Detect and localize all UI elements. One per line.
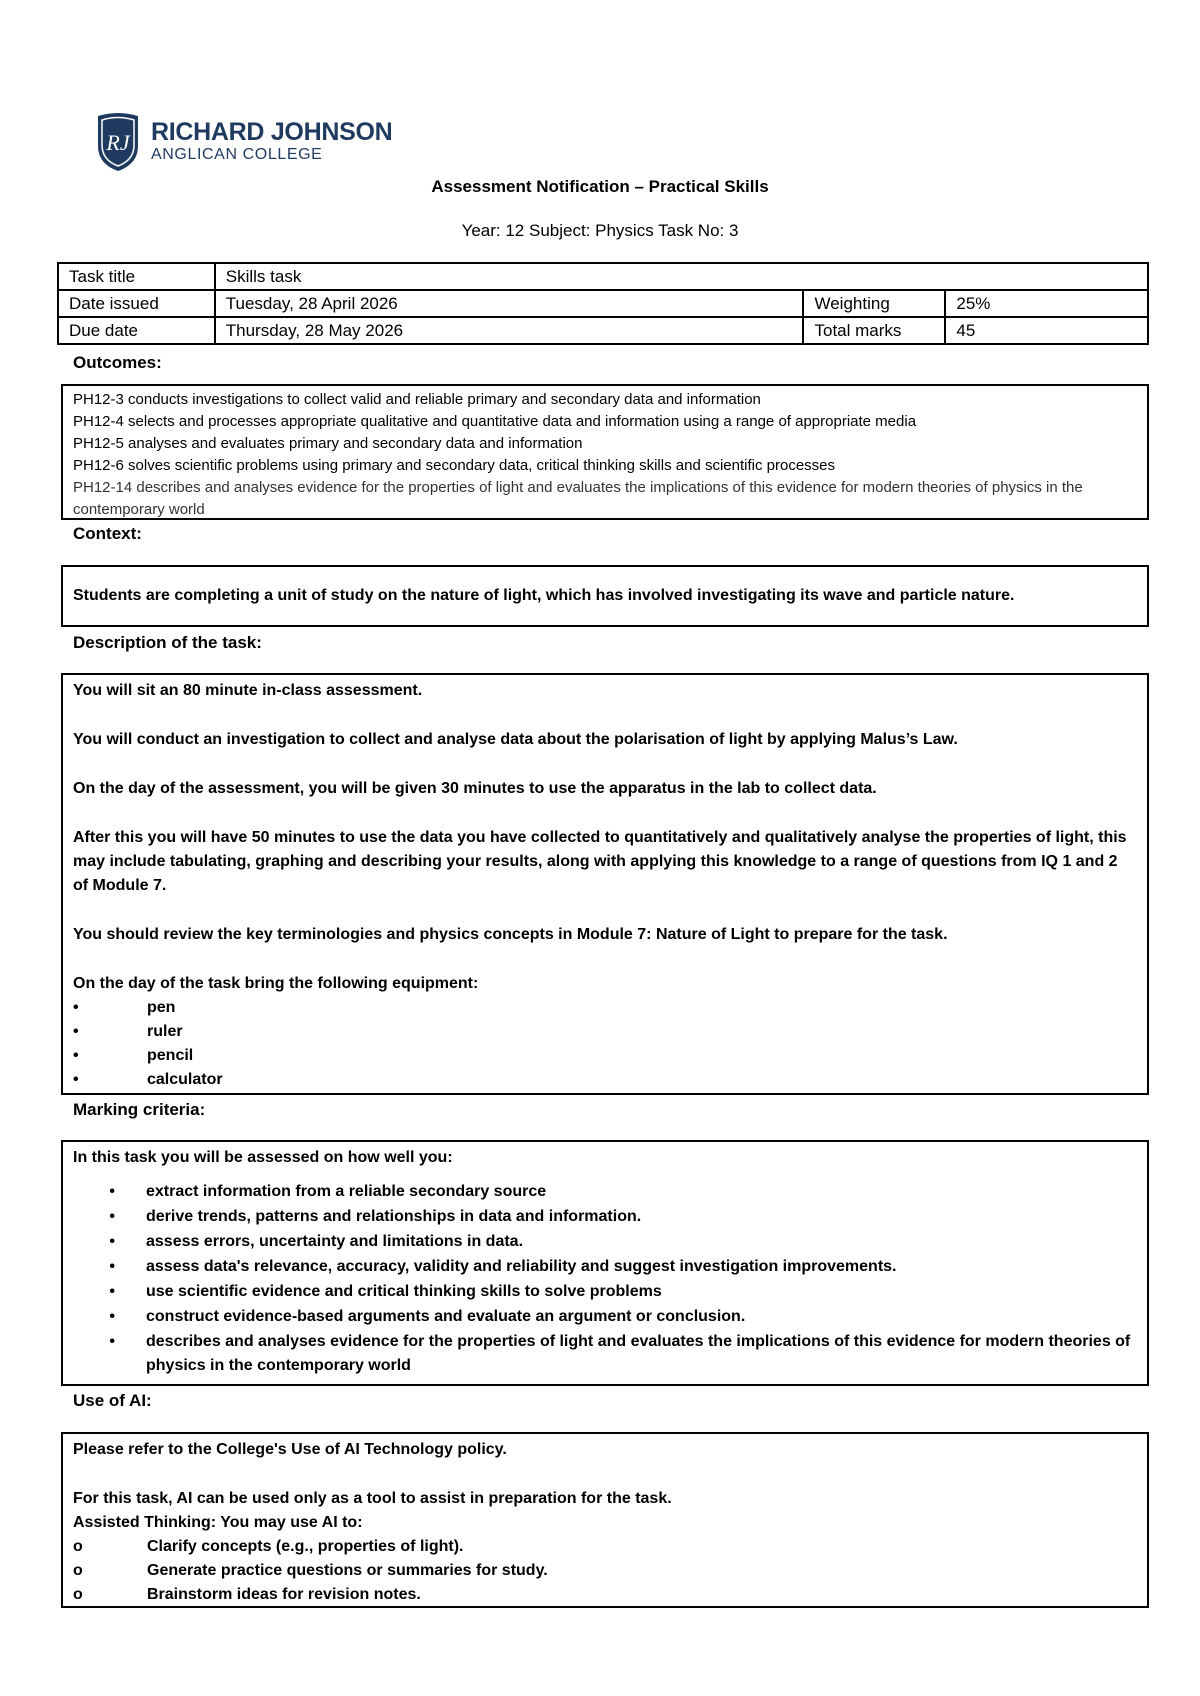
college-logo xyxy=(95,108,392,174)
date-issued-label: Date issued xyxy=(58,290,215,317)
bullet-icon: • xyxy=(73,1023,79,1040)
equipment-list xyxy=(73,996,1137,1092)
description-paragraph: On the day of the assessment, you will be given 30 minutes to use the apparatus in the lab to collect data. xyxy=(73,780,877,797)
bullet-icon: • xyxy=(109,1258,115,1275)
bullet-icon: o xyxy=(73,1538,83,1555)
list-item: • assess errors, uncertainty and limitations in data. xyxy=(73,1230,1137,1254)
outcome-item: PH12-5 analyses and evaluates primary and secondary data and information xyxy=(73,435,583,452)
bullet-icon: • xyxy=(73,999,79,1016)
description-heading: Description of the task: xyxy=(73,633,262,652)
bullet-icon: • xyxy=(109,1333,115,1350)
list-item: • construct evidence-based arguments and evaluate an argument or conclusion. xyxy=(73,1305,1137,1329)
context-text: Students are completing a unit of study on the nature of light, which has involved investigating its wave and particle nature. xyxy=(73,587,1015,604)
context-heading: Context: xyxy=(73,524,142,543)
list-item: • extract information from a reliable secondary source xyxy=(73,1180,1137,1204)
outcome-item: PH12-3 conducts investigations to collect valid and reliable primary and secondary data and information xyxy=(73,391,761,408)
marking-box xyxy=(61,1140,1149,1386)
description-paragraph: After this you will have 50 minutes to use the data you have collected to quantitatively and qualitatively analyse the properties of light, this may include tabulating, graphing and describing your results, along with applying this knowledge to a range of questions from IQ 1 and 2 of Module 7. xyxy=(73,829,1127,894)
task-title-value: Skills task xyxy=(215,263,1148,290)
bullet-icon: • xyxy=(109,1283,115,1300)
bullet-icon: • xyxy=(109,1208,115,1225)
task-info-table xyxy=(57,262,1149,345)
ai-list xyxy=(73,1535,1137,1607)
bullet-icon: • xyxy=(109,1308,115,1325)
bullet-icon: o xyxy=(73,1586,83,1603)
date-issued-value: Tuesday, 28 April 2026 xyxy=(215,290,804,317)
college-crest-icon xyxy=(95,110,141,172)
due-date-value: Thursday, 28 May 2026 xyxy=(215,317,804,344)
svg-text:RJ: RJ xyxy=(106,130,130,155)
outcomes-box xyxy=(61,384,1149,520)
outcome-item: PH12-14 describes and analyses evidence for the properties of light and evaluates the implications of this evidence for modern theories of physics in the contemporary world xyxy=(73,479,1083,518)
description-paragraph: You will conduct an investigation to collect and analyse data about the polarisation of light by applying Malus’s Law. xyxy=(73,731,958,748)
list-item: • ruler xyxy=(73,1020,1137,1044)
description-paragraph: You should review the key terminologies and physics concepts in Module 7: Nature of Light to prepare for the task. xyxy=(73,926,948,943)
outcomes-heading: Outcomes: xyxy=(73,353,162,372)
due-date-label: Due date xyxy=(58,317,215,344)
outcome-item: PH12-6 solves scientific problems using primary and secondary data, critical thinking skills and scientific processes xyxy=(73,457,835,474)
ai-usage-text: For this task, AI can be used only as a tool to assist in preparation for the task. xyxy=(73,1490,672,1507)
total-marks-label: Total marks xyxy=(803,317,945,344)
ai-policy-text: Please refer to the College's Use of AI Technology policy. xyxy=(73,1441,507,1458)
list-item: • derive trends, patterns and relationships in data and information. xyxy=(73,1205,1137,1229)
page-subtitle: Year: 12 Subject: Physics Task No: 3 xyxy=(461,221,739,240)
ai-assisted-heading: Assisted Thinking: You may use AI to: xyxy=(73,1514,363,1531)
list-item: • pen xyxy=(73,996,1137,1020)
marking-intro: In this task you will be assessed on how well you: xyxy=(73,1149,453,1166)
description-box xyxy=(61,673,1149,1095)
table-row xyxy=(58,263,1148,290)
weighting-value: 25% xyxy=(945,290,1148,317)
weighting-label: Weighting xyxy=(803,290,945,317)
task-title-label: Task title xyxy=(58,263,215,290)
list-item: • pencil xyxy=(73,1044,1137,1068)
marking-list xyxy=(73,1180,1137,1378)
description-paragraph: On the day of the task bring the following equipment: xyxy=(73,975,479,992)
page-title: Assessment Notification – Practical Skills xyxy=(431,177,769,196)
college-name: RICHARD JOHNSON xyxy=(151,117,393,146)
bullet-icon: o xyxy=(73,1562,83,1579)
list-item: • use scientific evidence and critical thinking skills to solve problems xyxy=(73,1280,1137,1304)
ai-heading: Use of AI: xyxy=(73,1391,152,1410)
college-subname: ANGLICAN COLLEGE xyxy=(151,145,323,163)
marking-heading: Marking criteria: xyxy=(73,1100,206,1119)
bullet-icon: • xyxy=(73,1071,79,1088)
table-row xyxy=(58,317,1148,344)
context-box xyxy=(61,565,1149,627)
bullet-icon: • xyxy=(109,1183,115,1200)
ai-box xyxy=(61,1432,1149,1608)
list-item: o Brainstorm ideas for revision notes. xyxy=(73,1583,1137,1607)
bullet-icon: • xyxy=(73,1047,79,1064)
list-item: o Clarify concepts (e.g., properties of light). xyxy=(73,1535,1137,1559)
list-item: o Generate practice questions or summaries for study. xyxy=(73,1559,1137,1583)
table-row xyxy=(58,290,1148,317)
total-marks-value: 45 xyxy=(945,317,1148,344)
list-item: • calculator xyxy=(73,1068,1137,1092)
list-item: • assess data's relevance, accuracy, validity and reliability and suggest investigation improvements. xyxy=(73,1255,1137,1279)
description-paragraph: You will sit an 80 minute in-class assessment. xyxy=(73,682,423,699)
bullet-icon: • xyxy=(109,1233,115,1250)
list-item: • describes and analyses evidence for the properties of light and evaluates the implications of this evidence for modern theories of physics in the contemporary world xyxy=(73,1330,1137,1378)
outcome-item: PH12-4 selects and processes appropriate qualitative and quantitative data and information using a range of appropriate media xyxy=(73,413,917,430)
